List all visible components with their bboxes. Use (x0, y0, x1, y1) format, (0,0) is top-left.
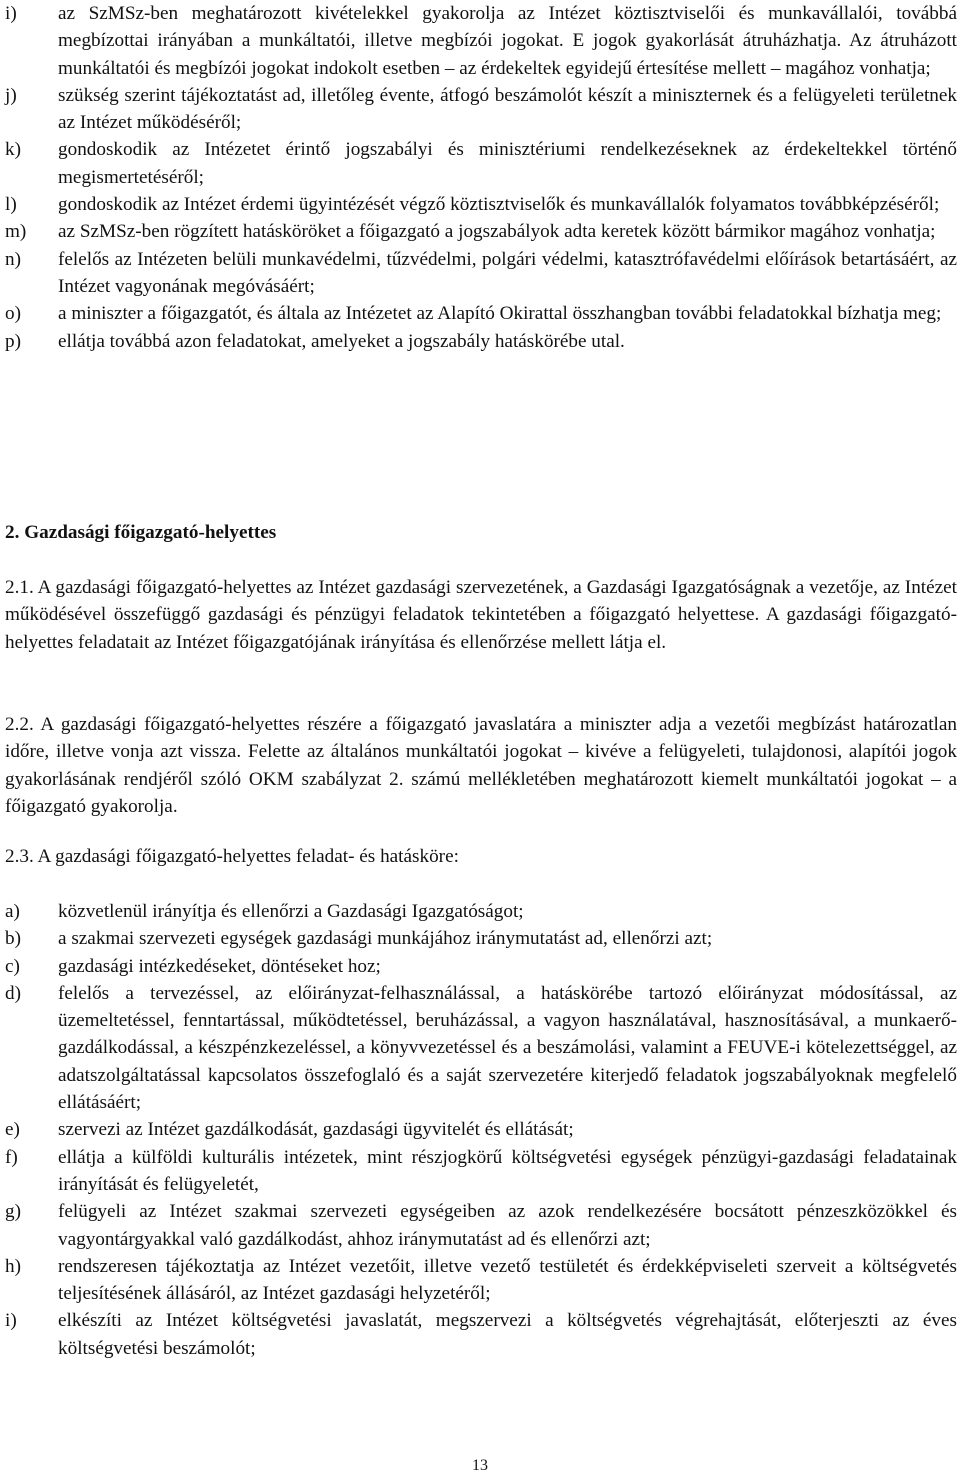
list-text: a szakmai szervezeti egységek gazdasági munkájához iránymutatást ad, ellenőrzi azt; (58, 928, 713, 950)
list-marker: k) (5, 139, 21, 161)
list-text: ellátja a külföldi kulturális intézetek, mint részjogkörű költségvetési egységek pénzügyi-gazdasági feladatainak irányítását és felügyeletét, (58, 1146, 957, 1195)
list-item (5, 191, 957, 218)
list-item (5, 980, 957, 1116)
list-marker: f) (5, 1146, 18, 1168)
list-item (5, 953, 957, 980)
list-text: a miniszter a főigazgatót, és általa az Intézetet az Alapító Okirattal összhangban további feladatokkal bízhatja meg; (58, 303, 942, 325)
list-text: felelős az Intézeten belüli munkavédelmi, tűzvédelmi, polgári védelmi, katasztrófavédelmi előírások betartásáért, az Intézet vagyonának megóvásáért; (58, 248, 957, 297)
list-text: felügyeli az Intézet szakmai szervezeti egységeiben az azok rendelkezésére bocsátott pénzeszközökkel és vagyontárgyakkal való gazdálkodást, ahhoz iránymutatást ad és ellenőrzi azt; (58, 1201, 957, 1250)
list-text: közvetlenül irányítja és ellenőrzi a Gazdasági Igazgatóságot; (58, 901, 524, 922)
list-text: elkészíti az Intézet költségvetési javaslatát, megszervezi a költségvetés végrehajtását, előterjeszti az éves költségvetési beszámolót; (58, 1310, 957, 1359)
list-item (5, 1253, 957, 1308)
list-item (5, 925, 957, 952)
list-text: az SzMSz-ben rögzített hatásköröket a főigazgató a jogszabályok adta keretek között bármikor magához vonhatja; (58, 221, 936, 243)
list-marker: p) (5, 330, 21, 352)
list-text: gondoskodik az Intézetet érintő jogszabályi és minisztériumi rendelkezéseknek az érdekeltekkel történő megismertetéséről; (58, 139, 957, 188)
list-item (5, 136, 957, 191)
list-text: gazdasági intézkedéseket, döntéseket hoz; (58, 955, 381, 977)
paragraph-2-3: 2.3. A gazdasági főigazgató-helyettes feladat- és hatásköre: (5, 846, 459, 867)
list-text: rendszeresen tájékoztatja az Intézet vezetőit, illetve vezető testületét és érdekképviseleti szerveit a költségvetés teljesítésének állásáról, az Intézet gazdasági helyzetéről; (58, 1255, 957, 1305)
list-text: gondoskodik az Intézet érdemi ügyintézését végző köztisztviselők és munkavállalók folyamatos továbbképzéséről; (58, 194, 940, 216)
list-marker: m) (5, 221, 27, 243)
list-item (5, 300, 957, 327)
section-heading: 2. Gazdasági főigazgató-helyettes (5, 522, 277, 543)
paragraph-2-2: 2.2. A gazdasági főigazgató-helyettes részére a főigazgató javaslatára a miniszter adja a vezetői megbízást határozatlan időre, illetve vonja azt vissza. Felette az általános munkáltatói jogokat – kivéve a felügyeleti, tulajdonosi, alapítói jogok gyakorlásának rendjéről szóló OKM szabályzat 2. számú mellékletében meghatározott kiemelt munkáltatói jogokat – a főigazgató gyakorolja. (5, 714, 957, 817)
paragraph-2-1: 2.1. A gazdasági főigazgató-helyettes az Intézet gazdasági szervezetének, a Gazdasági Igazgatóságnak a vezetője, az Intézet működésével összefüggő gazdasági és pénzügyi feladatok tekintetében a főigazgató helyettese. A gazdasági főigazgató-helyettes feladatait az Intézet főigazgatójának irányítása és ellenőrzése mellett látja el. (5, 577, 957, 653)
list-marker: i) (5, 3, 17, 24)
list-marker: o) (5, 303, 21, 325)
list-item (5, 0, 957, 82)
page-number: 13 (472, 1457, 488, 1474)
list-text: szervezi az Intézet gazdálkodását, gazdasági ügyvitelét és ellátását; (58, 1119, 574, 1141)
list-text: felelős a tervezéssel, az előirányzat-felhasználással, a hatáskörébe tartozó előirányzat módosítással, az üzemeltetéssel, fenntartással, működtetéssel, beruházással, a vagyon használatával, hasznosításával, a munkaerő-gazdálkodással, a készpénzkezeléssel, a könyvvezetéssel és a beszámolási, valamint a FEUVE-i kötelezettséggel, az adatszolgáltatással kapcsolatos összefoglaló és a saját szervezetére kiterjedő feladatok jogszabályoknak megfelelő ellátásáért; (58, 982, 957, 1114)
top-list (5, 0, 957, 355)
list-item (5, 246, 957, 301)
list-marker: i) (5, 1310, 17, 1332)
list-marker: b) (5, 928, 21, 950)
list-marker: a) (5, 901, 20, 922)
list-marker: e) (5, 1119, 20, 1141)
list-item (5, 898, 957, 925)
list-text: az SzMSz-ben meghatározott kivételekkel gyakorolja az Intézet köztisztviselői és munkavállalói, továbbá megbízottai irányában a munkáltatói, illetve megbízói jogokat. E jogok gyakorlását átruházhatja. Az átruházott munkáltatói és megbízói jogokat indokolt esetben – az érdekeltek egyidejű értesítése mellett – magához vonhatja; (58, 3, 957, 79)
list-marker: c) (5, 955, 20, 977)
list-text: szükség szerint tájékoztatást ad, illetőleg évente, átfogó beszámolót készít a miniszternek és a felügyeleti területnek az Intézet működéséről; (58, 84, 957, 134)
list-item (5, 328, 957, 355)
list-text: ellátja továbbá azon feladatokat, amelyeket a jogszabály hatáskörébe utal. (58, 330, 625, 352)
bottom-list (5, 898, 957, 1362)
list-marker: n) (5, 248, 21, 270)
list-item (5, 1116, 957, 1143)
list-marker: g) (5, 1201, 21, 1223)
list-marker: l) (5, 194, 17, 216)
list-marker: d) (5, 982, 21, 1004)
list-item (5, 1307, 957, 1362)
list-item (5, 1198, 957, 1253)
list-item (5, 82, 957, 137)
list-item (5, 218, 957, 245)
list-item (5, 1144, 957, 1199)
list-marker: j) (5, 84, 17, 106)
list-marker: h) (5, 1255, 21, 1277)
